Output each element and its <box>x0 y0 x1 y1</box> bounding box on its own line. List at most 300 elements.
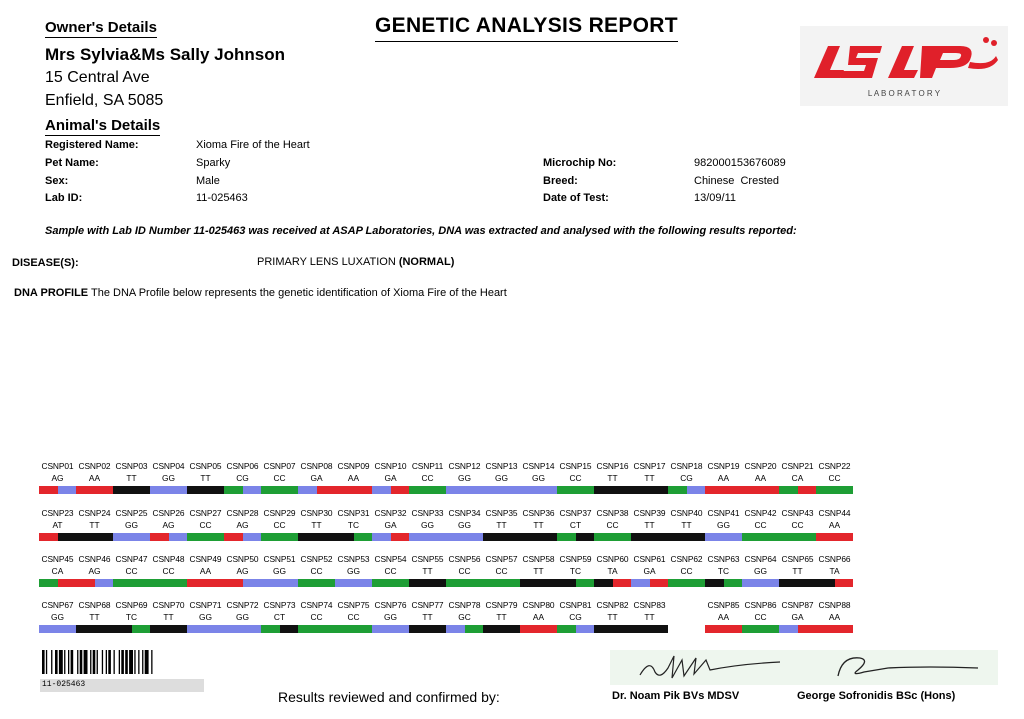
allele-segment-a <box>539 625 558 633</box>
allele-segment-c <box>261 625 280 633</box>
allele-segment-a <box>705 486 724 494</box>
allele-segment-a <box>354 486 373 494</box>
allele-segment-c <box>409 486 428 494</box>
allele-segment-t <box>816 579 835 587</box>
owner-address-line2: Enfield, SA 5085 <box>45 92 164 109</box>
snp-csnp22 <box>816 461 853 494</box>
logo-subtitle: L A B O R A T O R Y <box>867 89 941 98</box>
snp-allele-bar <box>779 486 816 494</box>
snp-csnp62 <box>668 554 705 587</box>
microchip-label: Microchip No: <box>543 157 617 169</box>
snp-genotype: TT <box>496 520 507 530</box>
allele-segment-c <box>779 486 798 494</box>
allele-segment-c <box>576 486 595 494</box>
allele-segment-t <box>650 533 669 541</box>
snp-name: CSNP43 <box>781 508 814 518</box>
pet-name-value: Sparky <box>196 157 231 169</box>
snp-name: CSNP85 <box>707 600 740 610</box>
allele-segment-c <box>779 533 798 541</box>
allele-segment-g <box>705 533 724 541</box>
snp-name: CSNP25 <box>115 508 148 518</box>
allele-segment-a <box>724 486 743 494</box>
snp-genotype: AA <box>717 612 730 622</box>
snp-csnp60 <box>594 554 631 587</box>
allele-segment-a <box>798 625 817 633</box>
snp-name: CSNP64 <box>744 554 777 564</box>
allele-segment-a <box>76 486 95 494</box>
snp-csnp83 <box>631 600 668 633</box>
allele-segment-t <box>298 533 317 541</box>
snp-csnp45 <box>39 554 76 587</box>
snp-name: CSNP08 <box>300 461 333 471</box>
snp-allele-bar <box>224 486 261 494</box>
snp-name: CSNP34 <box>448 508 481 518</box>
signature-2 <box>798 650 998 685</box>
snp-allele-bar <box>446 579 483 587</box>
snp-csnp73 <box>261 600 298 633</box>
dna-profile-label: DNA PROFILE <box>14 287 89 299</box>
snp-allele-bar <box>298 579 335 587</box>
snp-name: CSNP49 <box>189 554 222 564</box>
snp-csnp27 <box>187 508 224 541</box>
snp-csnp82 <box>594 600 631 633</box>
allele-segment-c <box>169 579 188 587</box>
snp-csnp23 <box>39 508 76 541</box>
allele-segment-t <box>483 533 502 541</box>
allele-segment-c <box>724 579 743 587</box>
snp-genotype: GC <box>458 612 471 622</box>
snp-csnp80 <box>520 600 557 633</box>
allele-segment-c <box>335 625 354 633</box>
snp-name: CSNP13 <box>485 461 518 471</box>
snp-allele-bar <box>705 579 742 587</box>
allele-segment-t <box>317 533 336 541</box>
snp-genotype: TT <box>89 520 100 530</box>
snp-genotype: TA <box>829 566 840 576</box>
allele-segment-t <box>594 486 613 494</box>
snp-name: CSNP07 <box>263 461 296 471</box>
snp-allele-bar <box>816 625 853 633</box>
allele-segment-c <box>483 579 502 587</box>
snp-allele-bar <box>76 533 113 541</box>
snp-csnp09 <box>335 461 372 494</box>
snp-genotype: CT <box>569 520 582 530</box>
allele-segment-g <box>372 533 391 541</box>
snp-name: CSNP74 <box>300 600 333 610</box>
snp-name: CSNP51 <box>263 554 296 564</box>
snp-allele-bar <box>76 486 113 494</box>
allele-segment-g <box>39 625 58 633</box>
allele-segment-g <box>446 625 465 633</box>
snp-allele-bar <box>742 625 779 633</box>
snp-allele-bar <box>187 533 224 541</box>
allele-segment-t <box>557 579 576 587</box>
snp-name: CSNP82 <box>596 600 629 610</box>
snp-csnp13 <box>483 461 520 494</box>
snp-csnp26 <box>150 508 187 541</box>
snp-name: CSNP86 <box>744 600 777 610</box>
snp-csnp79 <box>483 600 520 633</box>
snp-name: CSNP27 <box>189 508 222 518</box>
snp-allele-bar <box>187 486 224 494</box>
snp-genotype: TT <box>533 566 544 576</box>
allele-segment-t <box>576 533 595 541</box>
snp-allele-bar <box>261 486 298 494</box>
snp-genotype: TT <box>607 612 618 622</box>
allele-segment-a <box>816 625 835 633</box>
snp-allele-bar <box>631 533 668 541</box>
snp-genotype: CT <box>273 612 286 622</box>
snp-csnp02 <box>76 461 113 494</box>
snp-name: CSNP05 <box>189 461 222 471</box>
snp-allele-bar <box>150 533 187 541</box>
allele-segment-a <box>761 486 780 494</box>
barcode-bar <box>121 650 124 674</box>
snp-allele-bar <box>372 579 409 587</box>
signature-2-graphic <box>798 650 998 685</box>
snp-genotype: GA <box>384 520 397 530</box>
snp-csnp28 <box>224 508 261 541</box>
snp-csnp88 <box>816 600 853 633</box>
snp-name: CSNP61 <box>633 554 666 564</box>
snp-allele-bar <box>446 486 483 494</box>
snp-name: CSNP15 <box>559 461 592 471</box>
allele-segment-a <box>76 579 95 587</box>
allele-segment-a <box>317 486 336 494</box>
snp-allele-bar <box>483 579 520 587</box>
allele-segment-g <box>169 486 188 494</box>
snp-csnp32 <box>372 508 409 541</box>
snp-genotype: CC <box>273 473 286 483</box>
allele-segment-c <box>39 579 58 587</box>
allele-segment-g <box>243 533 262 541</box>
snp-genotype: TA <box>607 566 618 576</box>
allele-segment-a <box>742 486 761 494</box>
snp-csnp25 <box>113 508 150 541</box>
allele-segment-a <box>816 533 835 541</box>
allele-segment-c <box>502 579 521 587</box>
snp-allele-bar <box>557 533 594 541</box>
snp-csnp21 <box>779 461 816 494</box>
snp-allele-bar <box>520 625 557 633</box>
date-of-test-label: Date of Test: <box>543 192 609 204</box>
allele-segment-a <box>39 486 58 494</box>
snp-name: CSNP40 <box>670 508 703 518</box>
snp-name: CSNP80 <box>522 600 555 610</box>
allele-segment-c <box>224 486 243 494</box>
allele-segment-c <box>372 579 391 587</box>
snp-csnp53 <box>335 554 372 587</box>
allele-segment-t <box>409 625 428 633</box>
signer-2-name: George Sofronidis BSc (Hons) <box>797 690 956 702</box>
snp-csnp48 <box>150 554 187 587</box>
snp-genotype: CC <box>310 612 323 622</box>
snp-csnp33 <box>409 508 446 541</box>
snp-genotype: CC <box>828 473 841 483</box>
snp-name: CSNP60 <box>596 554 629 564</box>
allele-segment-a <box>95 486 114 494</box>
disease-name: PRIMARY LENS LUXATION <box>257 256 399 268</box>
snp-genotype: CC <box>125 566 138 576</box>
snp-name: CSNP18 <box>670 461 703 471</box>
snp-name: CSNP73 <box>263 600 296 610</box>
snp-csnp64 <box>742 554 779 587</box>
snp-allele-bar <box>150 579 187 587</box>
snp-allele-bar <box>816 486 853 494</box>
snp-name: CSNP65 <box>781 554 814 564</box>
snp-genotype: AG <box>51 473 64 483</box>
allele-segment-t <box>779 579 798 587</box>
snp-name: CSNP17 <box>633 461 666 471</box>
allele-segment-c <box>594 533 613 541</box>
snp-name: CSNP81 <box>559 600 592 610</box>
snp-csnp20 <box>742 461 779 494</box>
microchip-value: 982000153676089 <box>694 157 786 169</box>
barcode-bar <box>59 650 63 674</box>
snp-genotype: TT <box>644 473 655 483</box>
snp-name: CSNP55 <box>411 554 444 564</box>
allele-segment-g <box>428 533 447 541</box>
snp-genotype: TC <box>347 520 360 530</box>
allele-segment-c <box>391 579 410 587</box>
snp-csnp76 <box>372 600 409 633</box>
allele-segment-t <box>58 533 77 541</box>
snp-allele-bar <box>409 486 446 494</box>
snp-genotype: GG <box>235 612 250 622</box>
snp-genotype: AA <box>88 473 101 483</box>
snp-csnp36 <box>520 508 557 541</box>
snp-name: CSNP57 <box>485 554 518 564</box>
allele-segment-t <box>650 625 669 633</box>
snp-csnp34 <box>446 508 483 541</box>
allele-segment-c <box>317 625 336 633</box>
sex-value: Male <box>196 175 220 187</box>
snp-genotype: AA <box>717 473 730 483</box>
snp-allele-bar <box>668 486 705 494</box>
allele-segment-g <box>502 486 521 494</box>
snp-allele-bar <box>187 579 224 587</box>
snp-name: CSNP46 <box>78 554 111 564</box>
barcode-bar <box>102 650 103 674</box>
snp-csnp29 <box>261 508 298 541</box>
snp-name: CSNP21 <box>781 461 814 471</box>
snp-name: CSNP76 <box>374 600 407 610</box>
asap-logo-graphic <box>800 26 1008 106</box>
snp-genotype: TC <box>569 566 582 576</box>
snp-name: CSNP78 <box>448 600 481 610</box>
allele-segment-c <box>280 486 299 494</box>
allele-segment-g <box>243 579 262 587</box>
snp-csnp35 <box>483 508 520 541</box>
snp-allele-bar <box>557 486 594 494</box>
snp-allele-bar <box>298 625 335 633</box>
allele-segment-t <box>428 625 447 633</box>
allele-segment-c <box>613 533 632 541</box>
barcode-bar <box>46 650 47 674</box>
allele-segment-g <box>576 625 595 633</box>
allele-segment-c <box>576 579 595 587</box>
snp-csnp06 <box>224 461 261 494</box>
allele-segment-a <box>39 533 58 541</box>
snp-genotype: GG <box>457 520 472 530</box>
pet-name-label: Pet Name: <box>45 157 99 169</box>
snp-name: CSNP44 <box>818 508 851 518</box>
snp-allele-bar <box>705 533 742 541</box>
snp-allele-bar <box>39 486 76 494</box>
snp-genotype: CG <box>569 612 582 622</box>
snp-name: CSNP54 <box>374 554 407 564</box>
snp-genotype: CG <box>236 473 249 483</box>
allele-segment-a <box>150 533 169 541</box>
allele-segment-g <box>520 486 539 494</box>
barcode-bar <box>97 650 98 674</box>
allele-segment-g <box>761 579 780 587</box>
snp-csnp10 <box>372 461 409 494</box>
snp-allele-bar <box>483 486 520 494</box>
snp-name: CSNP31 <box>337 508 370 518</box>
allele-segment-g <box>206 625 225 633</box>
allele-segment-g <box>779 625 798 633</box>
lab-id-value: 11-025463 <box>196 192 248 204</box>
snp-genotype: TT <box>644 520 655 530</box>
snp-allele-bar <box>298 533 335 541</box>
snp-genotype: CG <box>680 473 693 483</box>
disease-status: (NORMAL) <box>398 256 455 268</box>
snp-genotype: AA <box>347 473 360 483</box>
snp-name: CSNP41 <box>707 508 740 518</box>
snp-name: CSNP29 <box>263 508 296 518</box>
snp-allele-bar <box>668 533 705 541</box>
snp-genotype: CC <box>199 520 212 530</box>
allele-segment-t <box>335 533 354 541</box>
snp-csnp58 <box>520 554 557 587</box>
snp-csnp30 <box>298 508 335 541</box>
allele-segment-g <box>354 579 373 587</box>
snp-allele-bar <box>298 486 335 494</box>
snp-name: CSNP63 <box>707 554 740 564</box>
snp-csnp16 <box>594 461 631 494</box>
barcode-bar <box>125 650 128 674</box>
snp-name: CSNP42 <box>744 508 777 518</box>
snp-csnp39 <box>631 508 668 541</box>
allele-segment-c <box>742 625 761 633</box>
allele-segment-a <box>650 579 669 587</box>
allele-segment-g <box>483 486 502 494</box>
snp-name: CSNP56 <box>448 554 481 564</box>
snp-allele-bar <box>742 533 779 541</box>
snp-csnp49 <box>187 554 224 587</box>
allele-segment-g <box>113 533 132 541</box>
allele-segment-t <box>502 625 521 633</box>
allele-segment-g <box>58 486 77 494</box>
snp-genotype: GA <box>310 473 323 483</box>
snp-allele-bar <box>76 579 113 587</box>
allele-segment-t <box>613 625 632 633</box>
snp-genotype: GG <box>457 473 472 483</box>
snp-name: CSNP88 <box>818 600 851 610</box>
snp-name: CSNP67 <box>41 600 74 610</box>
snp-csnp85 <box>705 600 742 633</box>
allele-segment-t <box>95 625 114 633</box>
snp-csnp71 <box>187 600 224 633</box>
snp-csnp18 <box>668 461 705 494</box>
allele-segment-c <box>261 533 280 541</box>
allele-segment-a <box>798 486 817 494</box>
allele-segment-g <box>243 486 262 494</box>
snp-name: CSNP58 <box>522 554 555 564</box>
snp-csnp19 <box>705 461 742 494</box>
snp-csnp66 <box>816 554 853 587</box>
snp-name: CSNP32 <box>374 508 407 518</box>
barcode-bar <box>90 650 91 674</box>
snp-name: CSNP70 <box>152 600 185 610</box>
allele-segment-a <box>520 625 539 633</box>
snp-genotype: TT <box>200 473 211 483</box>
snp-allele-bar <box>335 533 372 541</box>
snp-csnp72 <box>224 600 261 633</box>
snp-allele-bar <box>520 579 557 587</box>
snp-allele-bar <box>261 579 298 587</box>
snp-genotype: GG <box>50 612 65 622</box>
allele-segment-a <box>224 579 243 587</box>
snp-csnp52 <box>298 554 335 587</box>
allele-segment-g <box>95 579 114 587</box>
snp-allele-bar <box>594 486 631 494</box>
report-title: GENETIC ANALYSIS REPORT <box>375 14 678 42</box>
allele-segment-c <box>742 533 761 541</box>
allele-segment-g <box>298 486 317 494</box>
allele-segment-g <box>724 533 743 541</box>
snp-allele-bar <box>705 625 742 633</box>
allele-segment-t <box>483 625 502 633</box>
allele-segment-a <box>835 625 854 633</box>
allele-segment-a <box>206 579 225 587</box>
snp-allele-bar <box>520 533 557 541</box>
snp-genotype: TT <box>607 473 618 483</box>
snp-genotype: CC <box>754 520 767 530</box>
snp-csnp81 <box>557 600 594 633</box>
signature-1 <box>610 650 798 685</box>
snp-name: CSNP72 <box>226 600 259 610</box>
snp-csnp07 <box>261 461 298 494</box>
snp-name: CSNP22 <box>818 461 851 471</box>
snp-csnp69 <box>113 600 150 633</box>
barcode-bar <box>138 650 139 674</box>
snp-csnp75 <box>335 600 372 633</box>
snp-genotype: AA <box>199 566 212 576</box>
barcode-bar <box>114 650 115 674</box>
snp-name: CSNP19 <box>707 461 740 471</box>
snp-allele-bar <box>335 625 372 633</box>
snp-csnp74 <box>298 600 335 633</box>
snp-genotype: CC <box>495 566 508 576</box>
owner-name: Mrs Sylvia&Ms Sally Johnson <box>45 45 285 64</box>
barcode-bar <box>80 650 83 674</box>
allele-segment-t <box>631 486 650 494</box>
breed-label: Breed: <box>543 175 578 187</box>
allele-segment-g <box>261 579 280 587</box>
snp-genotype: CC <box>754 612 767 622</box>
snp-genotype: GG <box>383 612 398 622</box>
allele-segment-g <box>409 533 428 541</box>
allele-segment-t <box>428 579 447 587</box>
snp-genotype: TT <box>311 520 322 530</box>
snp-genotype: AG <box>162 520 175 530</box>
snp-csnp42 <box>742 508 779 541</box>
snp-genotype: AG <box>236 566 249 576</box>
snp-name: CSNP45 <box>41 554 74 564</box>
snp-genotype: CC <box>273 520 286 530</box>
